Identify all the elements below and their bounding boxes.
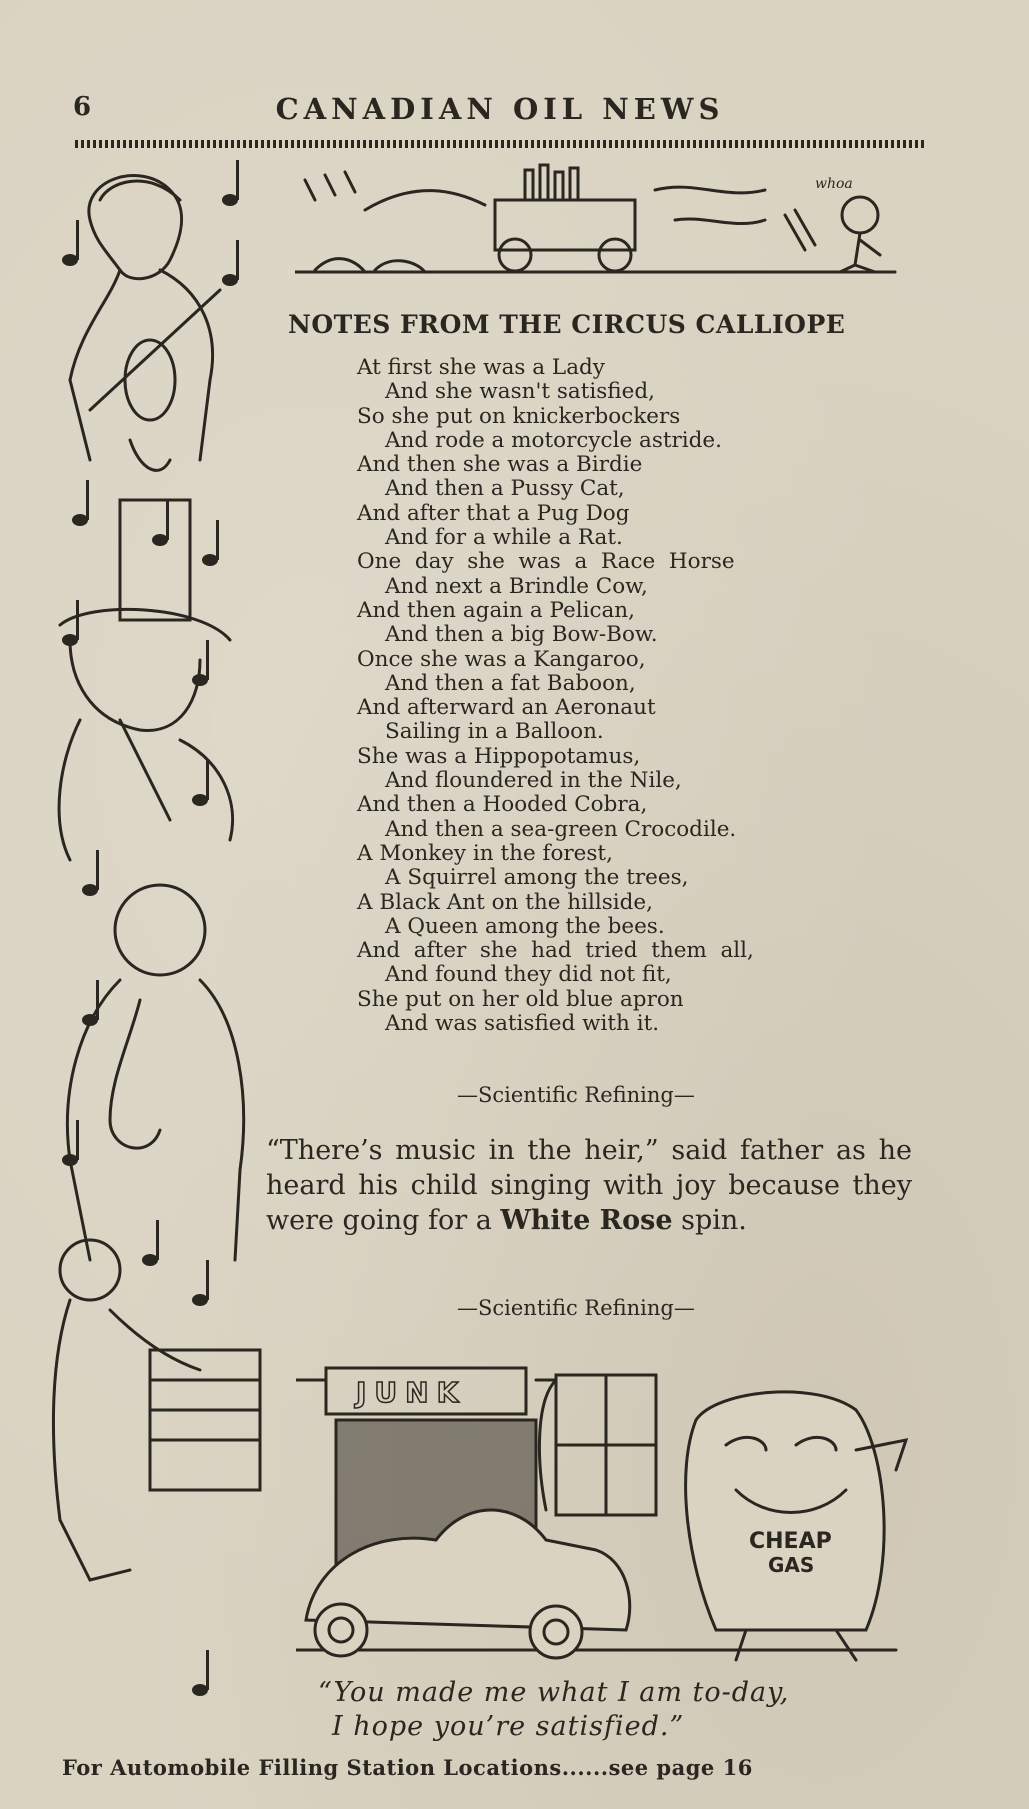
caption-line: I hope you’re satisfied.” — [332, 1711, 685, 1742]
joke-end: spin. — [681, 1205, 747, 1236]
poem-line: And then again a Pelican, — [357, 597, 635, 623]
poem-line: So she put on knickerbockers — [357, 403, 681, 429]
joke-text: “There’s music in the heir,” said father as he heard his child singing with joy because they were going for a — [266, 1135, 912, 1236]
article-title: NOTES FROM THE CIRCUS CALLIOPE — [288, 310, 846, 339]
joke-brand: White Rose — [500, 1205, 673, 1236]
caption-line: “You made me what I am to-day, — [318, 1677, 790, 1708]
poem-line: And floundered in the Nile, — [385, 768, 682, 794]
poem-line: A Queen among the bees. — [385, 913, 665, 939]
poem-line: And next a Brindle Cow, — [385, 573, 648, 599]
violinist-figure — [70, 176, 220, 471]
poem — [357, 356, 917, 1036]
junk-sign-text: JUNK — [356, 1376, 467, 1409]
whoa-shout: whoa — [815, 176, 853, 192]
can-label-cheap: CHEAP — [749, 1529, 832, 1554]
can-label-gas: GAS — [768, 1553, 815, 1577]
poem-line: And was satisfied with it. — [385, 1011, 660, 1037]
poem-line: A Monkey in the forest, — [357, 840, 613, 866]
page-number: 6 — [73, 92, 92, 122]
footer-note: For Automobile Filling Station Locations......see page 16 — [62, 1755, 753, 1780]
poem-line: A Squirrel among the trees, — [385, 865, 689, 891]
poem-line: And after that a Pug Dog — [357, 500, 630, 526]
poem-line: She was a Hippopotamus, — [357, 743, 641, 769]
poem-line: She put on her old blue apron — [357, 986, 684, 1012]
separator-scientific-refining: —Scientific Refining— — [457, 1083, 695, 1107]
poem-line: And she wasn't satisfied, — [385, 379, 655, 405]
pianist-figure — [53, 1240, 260, 1580]
poem-line: And rode a motorcycle astride. — [385, 427, 722, 453]
poem-line: Sailing in a Balloon. — [385, 719, 604, 745]
poem-line: At first she was a Lady — [357, 355, 605, 380]
header-rule — [75, 140, 925, 148]
publication-title: CANADIAN OIL NEWS — [275, 92, 725, 126]
poem-line: And after she had tried them all, — [357, 938, 754, 964]
poem-line: And then a big Bow-Bow. — [385, 622, 658, 648]
saxophonist-figure — [67, 885, 243, 1260]
poem-line: And then she was a Birdie — [357, 452, 643, 478]
separator-scientific-refining: —Scientific Refining— — [457, 1296, 695, 1320]
poem-line: And then a sea-green Crocodile. — [385, 816, 737, 842]
poem-line: A Black Ant on the hillside, — [357, 889, 653, 915]
poem-line: And afterward an Aeronaut — [357, 695, 656, 721]
poem-line: And for a while a Rat. — [385, 525, 623, 551]
poem-line: One day she was a Race Horse — [357, 549, 735, 575]
cartoon-caption — [318, 1676, 878, 1744]
joke-paragraph — [266, 1133, 912, 1238]
musicians-illustration — [50, 160, 265, 1720]
poem-line: And found they did not fit, — [385, 962, 672, 988]
poem-line: And then a Hooded Cobra, — [357, 792, 648, 818]
calliope-wagon-illustration — [295, 160, 905, 282]
cheap-gas-cartoon — [296, 1360, 908, 1670]
poem-line: And then a fat Baboon, — [385, 670, 636, 696]
poem-line: Once she was a Kangaroo, — [357, 646, 646, 672]
poem-line: And then a Pussy Cat, — [385, 476, 625, 502]
